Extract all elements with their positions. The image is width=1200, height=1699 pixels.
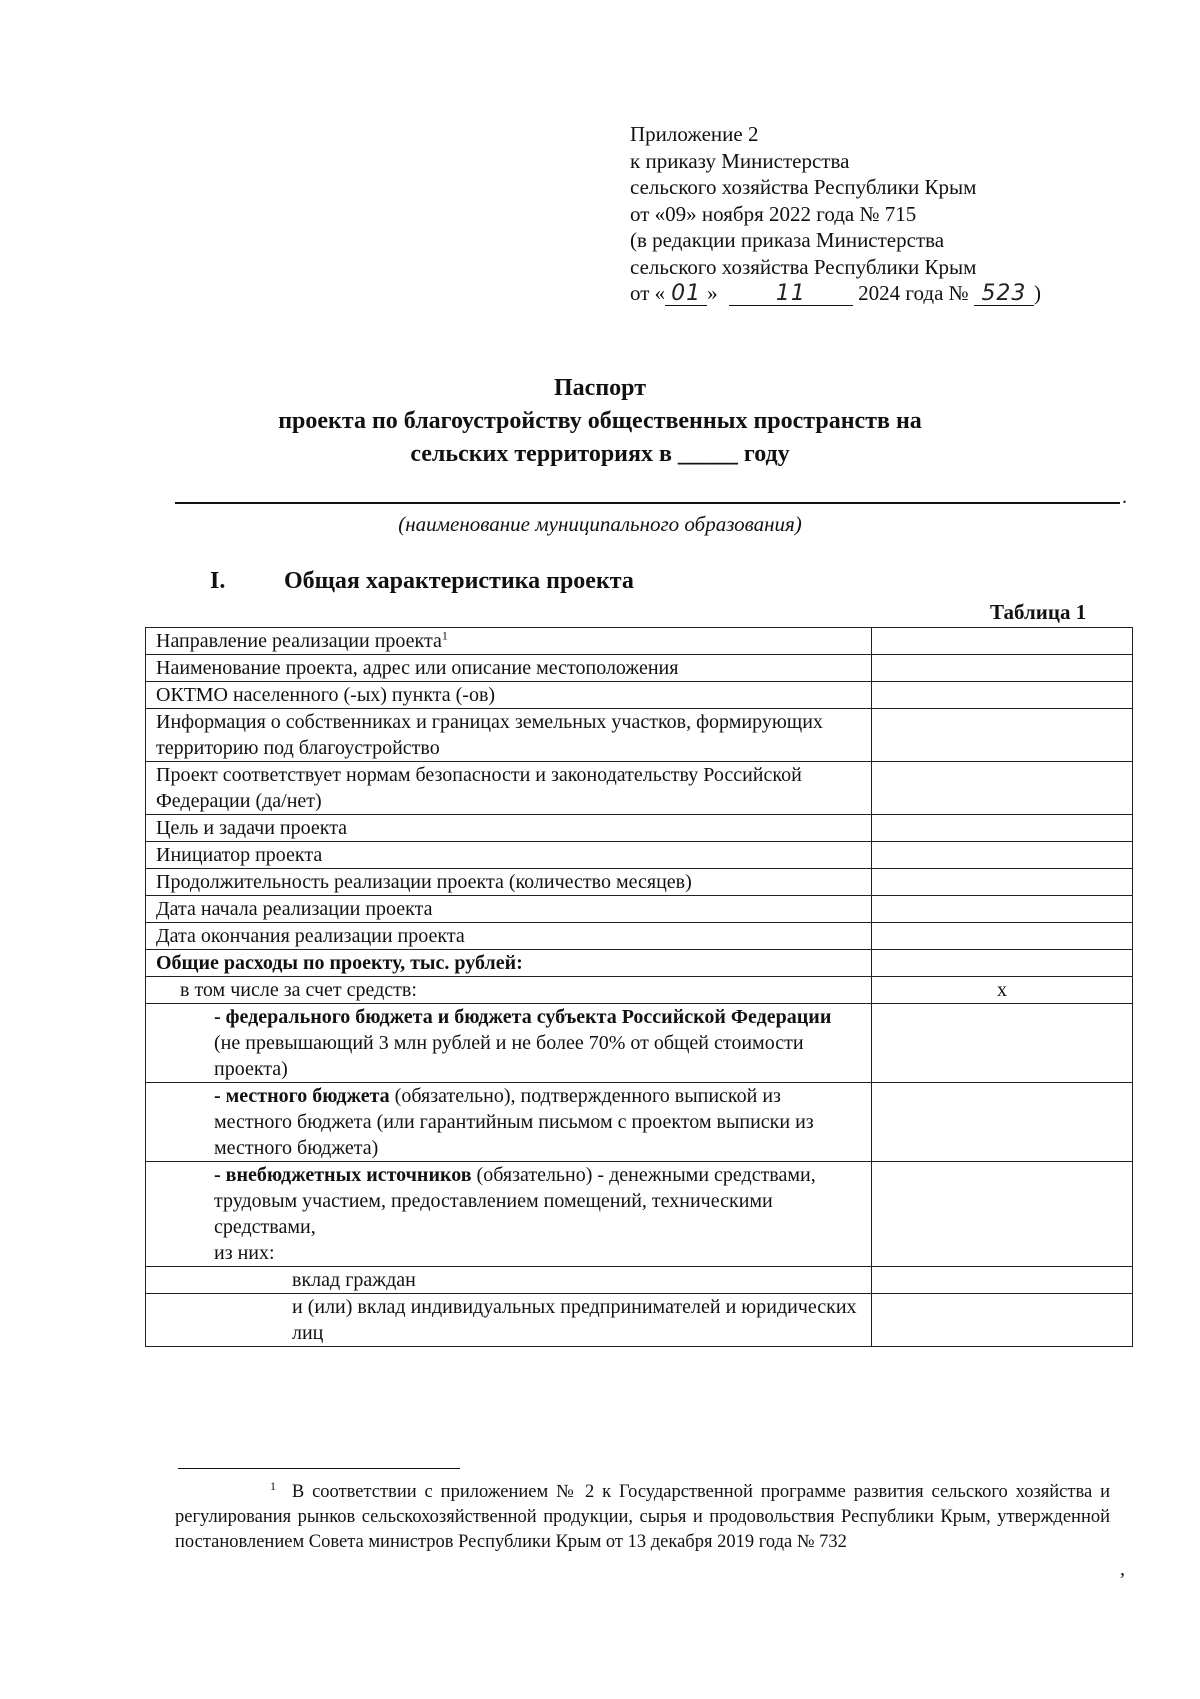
row-label: Проект соответствует нормам безопасности и законодательству Российской Федерации (да/нет) [146, 762, 872, 815]
row-label [146, 1004, 872, 1083]
appendix-header [630, 121, 1041, 307]
section-number: I. [210, 568, 226, 594]
edition-prefix: от « [630, 281, 666, 305]
row-value: х [872, 977, 1133, 1004]
row-value[interactable] [872, 655, 1133, 682]
table-row [146, 628, 1133, 655]
edition-suffix: ) [1033, 281, 1041, 305]
appendix-line: сельского хозяйства Республики Крым [630, 175, 977, 199]
row-label: Дата начала реализации проекта [146, 896, 872, 923]
row-value[interactable] [872, 815, 1133, 842]
document-subtitle: проекта по благоустройству общественных пространств на [278, 408, 922, 434]
row-label: ОКТМО населенного (-ых) пункта (-ов) [146, 682, 872, 709]
handwritten-number: 523 [974, 283, 1034, 306]
table-row [146, 682, 1133, 709]
row-value[interactable] [872, 628, 1133, 655]
stray-dot: , [1120, 1558, 1125, 1580]
row-label [146, 1162, 872, 1267]
table-label: Таблица 1 [990, 600, 1087, 624]
row-label: Цель и задачи проекта [146, 815, 872, 842]
row-value[interactable] [872, 1083, 1133, 1162]
row-label-rest: (обязательно) - денежными средствами, трудовым участием, предоставлением помещений, техническими средствами, [214, 1164, 816, 1238]
table-row [146, 1083, 1133, 1162]
municipality-caption: (наименование муниципального образования) [398, 512, 802, 536]
handwritten-day: 01 [665, 283, 707, 306]
handwritten-month: 11 [729, 283, 853, 306]
row-label: Информация о собственниках и границах земельных участков, формирующих территорию под благоустройство [146, 709, 872, 762]
table-row [146, 950, 1133, 977]
appendix-line: Приложение 2 [630, 122, 759, 146]
appendix-edition-line [630, 280, 1041, 307]
appendix-line: от «09» ноября 2022 года № 715 [630, 201, 917, 226]
table-row [146, 1004, 1133, 1083]
footnote-rule [178, 1468, 460, 1469]
row-label-rest: (не превышающий 3 млн рублей и не более 70% от общей стоимости проекта) [214, 1032, 804, 1080]
table-row [146, 842, 1133, 869]
table-row [146, 923, 1133, 950]
stray-dot: . [1122, 486, 1127, 508]
section-title: Общая характеристика проекта [284, 568, 634, 594]
footnote [175, 1480, 1110, 1555]
document-subtitle-2: сельских территориях в _____ году [410, 441, 790, 467]
row-value[interactable] [872, 1294, 1133, 1347]
row-value[interactable] [872, 1004, 1133, 1083]
section-heading [210, 568, 634, 595]
edition-year: 2024 года № [858, 281, 969, 305]
row-label: Наименование проекта, адрес или описание местоположения [146, 655, 872, 682]
row-value[interactable] [872, 869, 1133, 896]
row-value[interactable] [872, 923, 1133, 950]
document-title: Паспорт [554, 375, 646, 401]
row-label: вклад граждан [146, 1267, 872, 1294]
row-label-extra: из них: [214, 1242, 275, 1264]
table-row [146, 1294, 1133, 1347]
table-row [146, 1267, 1133, 1294]
row-label: и (или) вклад индивидуальных предпринимателей и юридических лиц [146, 1294, 872, 1347]
table-row [146, 815, 1133, 842]
table-row [146, 896, 1133, 923]
table-row [146, 655, 1133, 682]
row-label: Дата окончания реализации проекта [146, 923, 872, 950]
row-label [146, 1083, 872, 1162]
row-label: Направление реализации проекта$^1$ [146, 628, 872, 655]
row-label: Общие расходы по проекту, тыс. рублей: [146, 950, 872, 977]
row-label-rest: (обязательно), подтвержденного выпиской из местного бюджета (или гарантийным письмом с проектом выписки из местного бюджета) [214, 1085, 814, 1159]
row-label: Инициатор проекта [146, 842, 872, 869]
row-label: в том числе за счет средств: [146, 977, 872, 1004]
row-label-bold: - внебюджетных источников [214, 1164, 472, 1186]
row-value[interactable] [872, 709, 1133, 762]
row-value[interactable] [872, 1267, 1133, 1294]
table-row [146, 977, 1133, 1004]
municipality-blank-line [175, 502, 1120, 504]
row-value[interactable] [872, 896, 1133, 923]
footnote-marker: 1 [441, 628, 448, 643]
appendix-line: к приказу Министерства [630, 148, 850, 173]
row-value[interactable] [872, 682, 1133, 709]
appendix-line: (в редакции приказа Министерства [630, 228, 945, 252]
row-label-bold: - федерального бюджета и бюджета субъекта Российской Федерации [214, 1006, 832, 1028]
footnote-text: В соответствии с приложением № 2 к Государственной программе развития сельского хозяйства и регулирования рынков сельскохозяйственной продукции, сырья и продовольствия Республики Крым, утвержденной постановлением Совета министров Республики Крым от 13 декабря 2019 года № 732 [175, 1482, 1111, 1552]
row-value[interactable] [872, 950, 1133, 977]
edition-mid: » [707, 281, 718, 305]
row-value[interactable] [872, 842, 1133, 869]
project-table [145, 627, 1133, 1347]
appendix-line: сельского хозяйства Республики Крым [630, 254, 977, 279]
table-row [146, 1162, 1133, 1267]
row-value[interactable] [872, 1162, 1133, 1267]
row-label: Продолжительность реализации проекта (количество месяцев) [146, 869, 872, 896]
table-row [146, 709, 1133, 762]
row-value[interactable] [872, 762, 1133, 815]
table-row [146, 869, 1133, 896]
footnote-number: 1 [270, 1478, 276, 1493]
row-label-bold: - местного бюджета [214, 1085, 390, 1107]
table-row [146, 762, 1133, 815]
